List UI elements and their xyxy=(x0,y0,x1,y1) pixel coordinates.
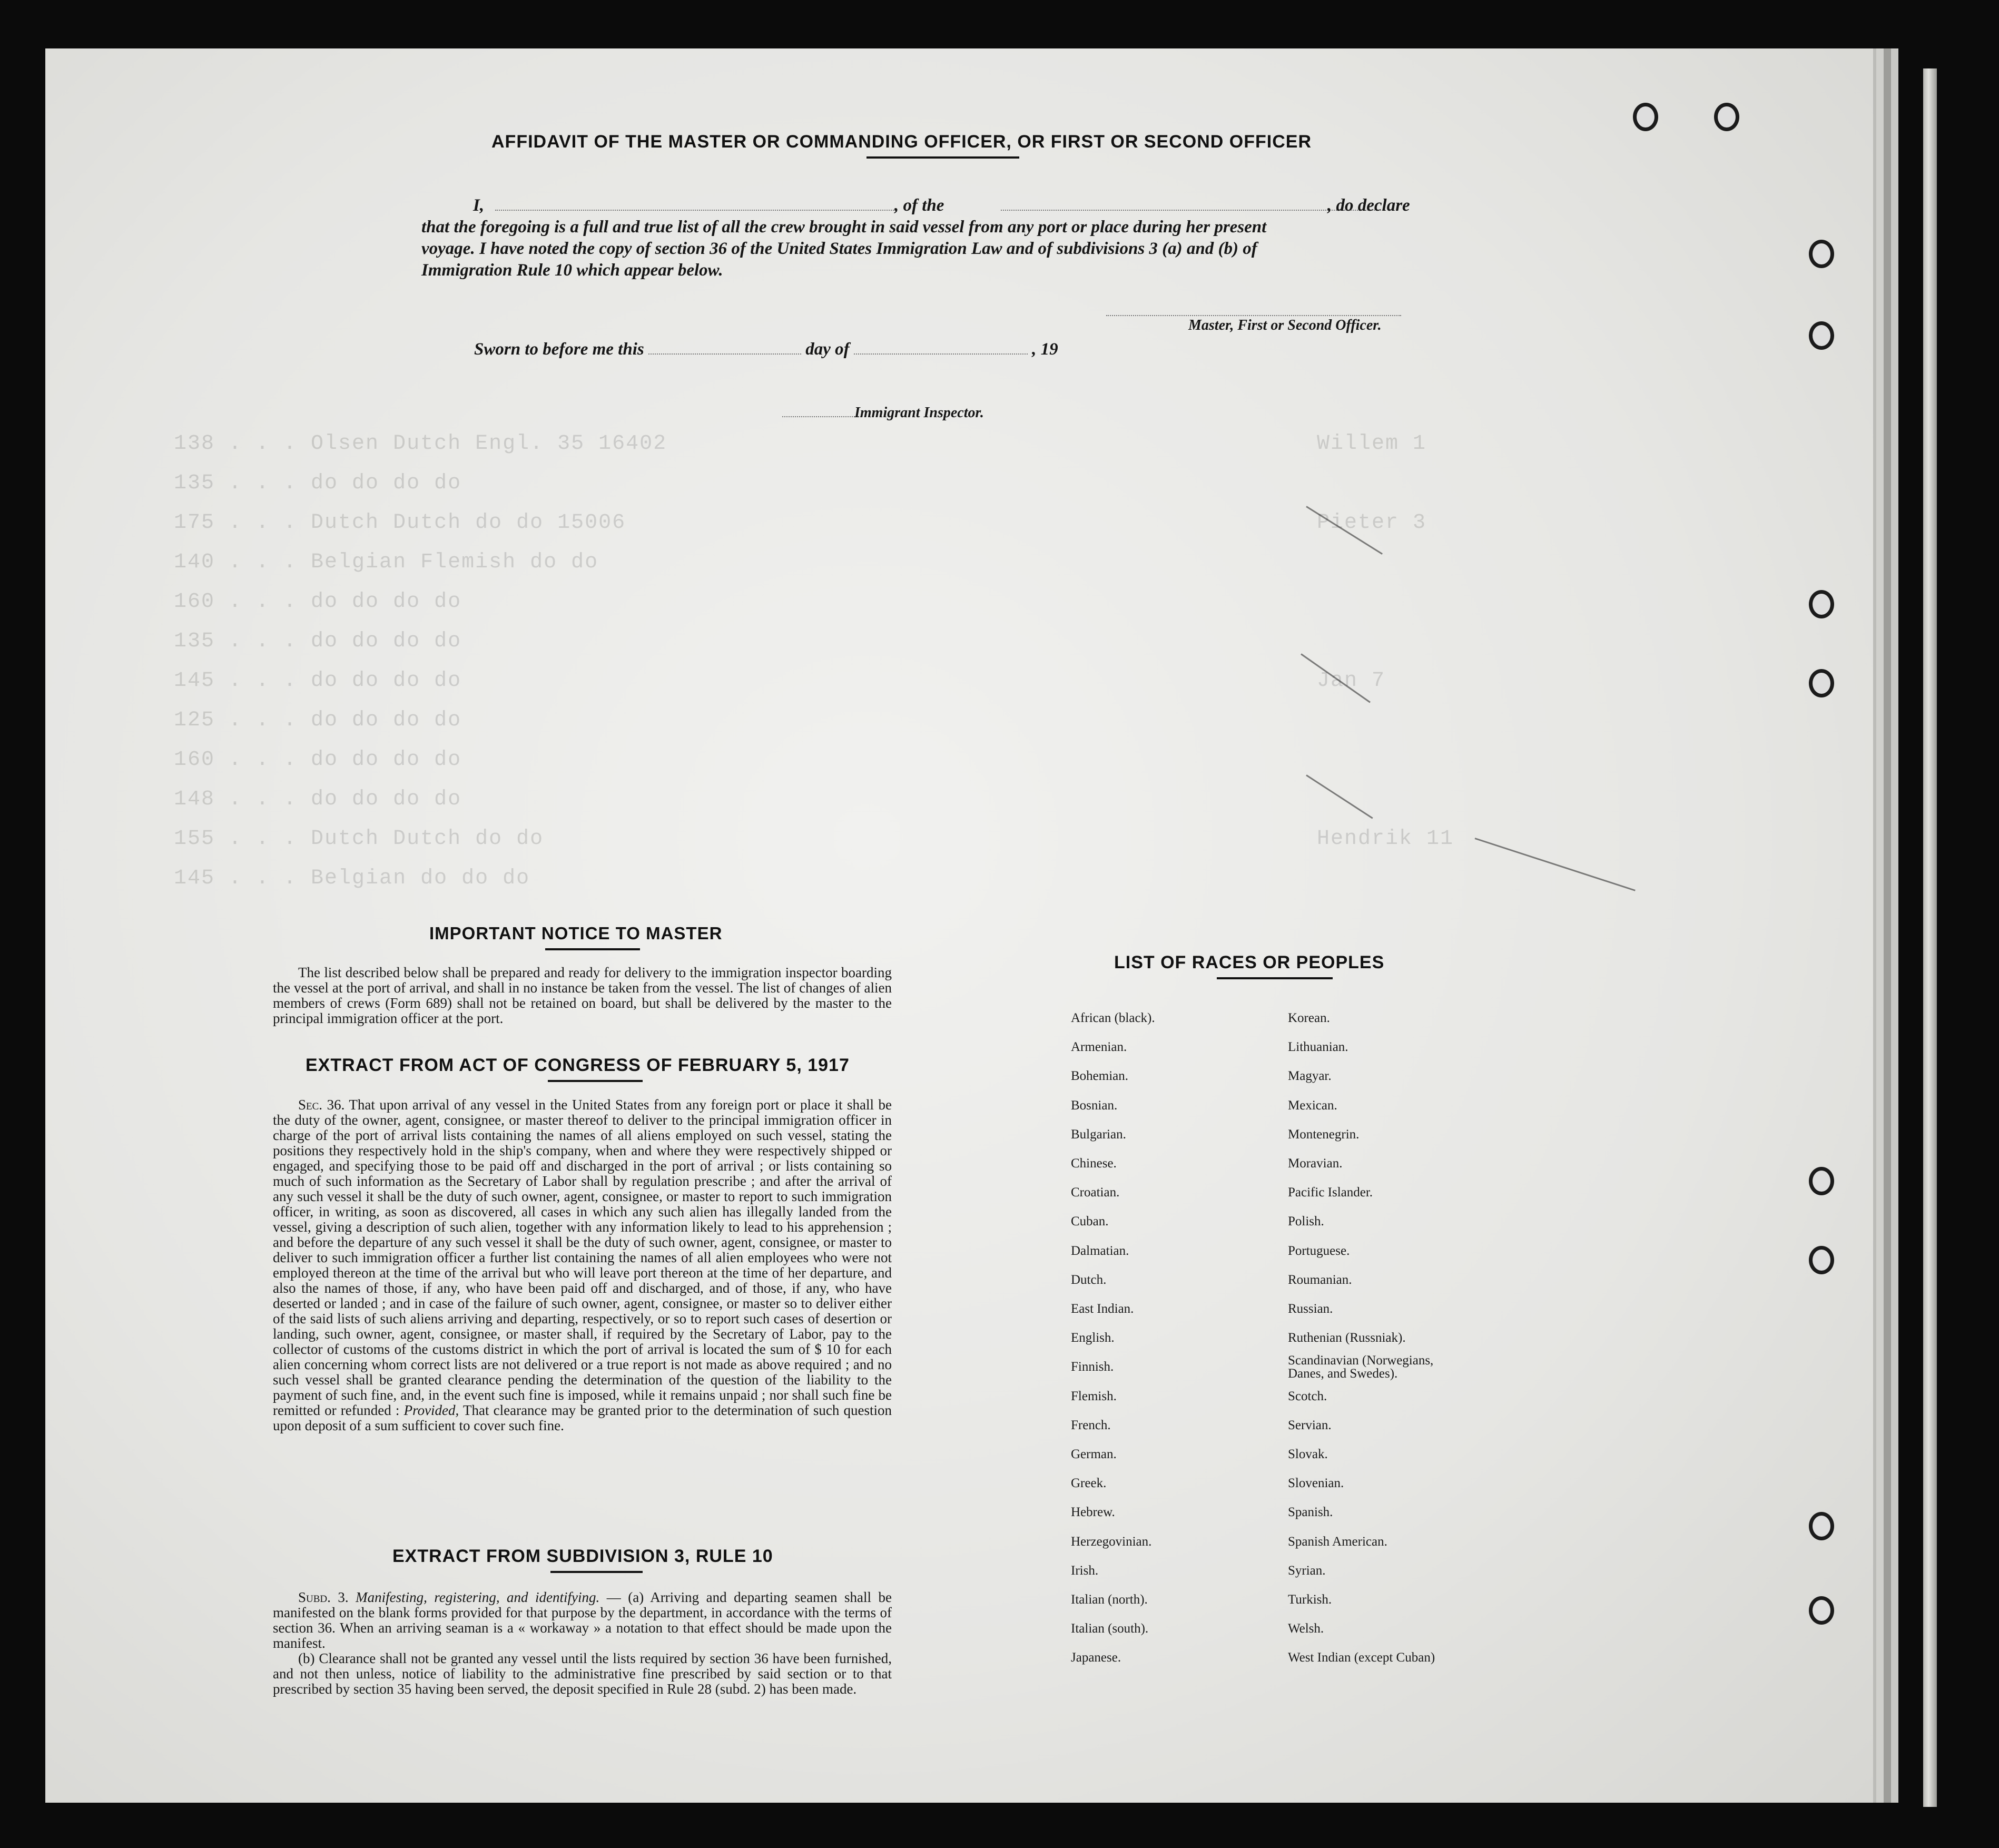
bleed-through-row: 140 . . . Belgian Flemish do do xyxy=(174,551,599,574)
race-item: German. xyxy=(1071,1447,1117,1462)
act-text: Sec. 36. That upon arrival of any vessel in the United States from any foreign port or place it shall be the duty of the owner, agent, consignee, or master thereof to deliver to the principal immigration officer in charge of the port of arrival lists containing the names of all aliens employed on such vessel, stating the positions they respectively hold in the ship's company, when and where they were respectively shipped or engaged, and specifying those to be paid off and discharged in the port of arrival ; or lists containing so much of such information as the Secretary of Labor shall by regulation prescribe ; and after the arrival of any such vessel it shall be the duty of such owner, agent, consignee, or master to report to such immigration officer, in writing, as soon as discovered, all cases in which any such alien has illegally landed from the vessel, giving a description of such alien, together with any information likely to lead to his apprehension ; and before the departure of any such vessel it shall be the duty of such owner, agent, consignee, or master to deliver to such immigration officer a further list containing the names of all alien employees who were not employed thereon at the time of the arrival but who will leave port thereon at the time of her departure, and also the names of those, if any, who have been paid off and discharged, and of those, if any, who have deserted or landed ; and in case of the failure of such owner, agent, consignee, or master so to deliver either of the said lists of such aliens arriving and departing, respectively, or so to report such cases of desertion or landing, such owner, agent, consignee, or master shall, if required by the Secretary of Labor, pay to the collector of customs of the customs district in which the port of arrival is located the sum of $ 10 for each alien concerning whom correct lists are not delivered or a true report is not made as above required ; and no such vessel shall be granted clearance pending the determination of the question of the liability to the payment of such fine, and, in the event such fine is imposed, while it remains unpaid ; nor shall such fine be remitted or refunded : Provided, That clearance may be granted prior to the determination of such question upon deposit of a sum sufficient to cover such fine. xyxy=(273,1097,892,1433)
rule-underline xyxy=(550,1571,643,1573)
bleed-through-row: 155 . . . Dutch Dutch do do xyxy=(174,827,544,851)
binding-hole xyxy=(1714,103,1739,131)
affidavit-line-4: Immigration Rule 10 which appear below. xyxy=(421,261,723,280)
race-item: East Indian. xyxy=(1071,1302,1134,1316)
race-item: Herzegovinian. xyxy=(1071,1534,1152,1549)
race-item: Moravian. xyxy=(1288,1156,1343,1171)
race-item: Syrian. xyxy=(1288,1563,1326,1578)
inspector-caption: Immigrant Inspector. xyxy=(854,405,984,421)
sworn-line xyxy=(474,340,1058,359)
name-blank xyxy=(495,210,895,211)
race-item: Lithuanian. xyxy=(1288,1040,1348,1055)
race-item: Roumanian. xyxy=(1288,1272,1352,1287)
binding-hole xyxy=(1809,240,1834,268)
binding-hole xyxy=(1809,669,1834,697)
day-of-label: day of xyxy=(805,340,850,359)
bleed-through-row: 135 . . . do do do do xyxy=(174,471,462,495)
race-item: Welsh. xyxy=(1288,1621,1324,1636)
races-right-column xyxy=(1288,1004,1462,1673)
master-signature-line xyxy=(1106,315,1401,316)
race-item: Dalmatian. xyxy=(1071,1243,1129,1258)
race-item: Armenian. xyxy=(1071,1040,1127,1055)
races-title: LIST OF RACES OR PEOPLES xyxy=(1114,952,1385,972)
document-page xyxy=(45,48,1876,1803)
rule-subd-heading: Manifesting, registering, and identifying. xyxy=(356,1589,600,1605)
master-signature-caption: Master, First or Second Officer. xyxy=(1188,317,1382,333)
bleed-through-row: Jan 7 xyxy=(1317,669,1386,693)
binding-hole xyxy=(1809,1246,1834,1274)
race-item: French. xyxy=(1071,1418,1111,1432)
binding-hole xyxy=(1809,590,1834,618)
race-item: Hebrew. xyxy=(1071,1505,1115,1520)
race-item: Irish. xyxy=(1071,1563,1099,1578)
act-title: EXTRACT FROM ACT OF CONGRESS OF FEBRUARY 5, 1917 xyxy=(306,1055,850,1075)
race-item: African (black). xyxy=(1071,1011,1155,1025)
race-item: Italian (north). xyxy=(1071,1593,1148,1607)
race-item: Mexican. xyxy=(1288,1098,1337,1113)
race-item: Portuguese. xyxy=(1288,1243,1350,1258)
binding-hole xyxy=(1809,1596,1834,1625)
race-item: West Indian (except Cuban) xyxy=(1288,1650,1435,1665)
race-item: Turkish. xyxy=(1288,1593,1332,1607)
bleed-through-row: 145 . . . do do do do xyxy=(174,669,462,693)
inspector-signature-line xyxy=(782,416,861,417)
race-item: Italian (south). xyxy=(1071,1621,1149,1636)
bleed-through-row: 145 . . . Belgian do do do xyxy=(174,867,530,890)
affidavit-body xyxy=(421,195,1435,281)
race-item: Pacific Islander. xyxy=(1288,1185,1373,1200)
race-item: Russian. xyxy=(1288,1302,1333,1316)
bleed-through-row: 148 . . . do do do do xyxy=(174,788,462,811)
race-item: Bulgarian. xyxy=(1071,1127,1126,1142)
rule-subd-label: Subd. 3. xyxy=(298,1589,349,1605)
page-edge xyxy=(1923,68,1937,1807)
race-item: Finnish. xyxy=(1071,1360,1114,1374)
act-section-label: Sec. 36. xyxy=(298,1097,345,1113)
race-item: Polish. xyxy=(1288,1214,1324,1229)
race-item: Scotch. xyxy=(1288,1389,1327,1403)
race-item: Servian. xyxy=(1288,1418,1332,1432)
races-left-column xyxy=(1071,1004,1155,1673)
bleed-through-row: 160 . . . do do do do xyxy=(174,590,462,614)
bleed-through-row: 125 . . . do do do do xyxy=(174,709,462,732)
race-item: Dutch. xyxy=(1071,1272,1107,1287)
race-item: Bohemian. xyxy=(1071,1069,1129,1084)
month-blank xyxy=(854,353,1028,355)
bleed-through-row: 175 . . . Dutch Dutch do do 15006 xyxy=(174,511,626,535)
race-item: Slovenian. xyxy=(1288,1476,1344,1491)
race-item: Cuban. xyxy=(1071,1214,1109,1229)
race-item: Slovak. xyxy=(1288,1447,1328,1462)
act-underline xyxy=(548,1080,643,1082)
notice-title: IMPORTANT NOTICE TO MASTER xyxy=(429,923,723,943)
affidavit-i-label: I, xyxy=(473,196,485,215)
sworn-prefix: Sworn to before me this xyxy=(474,340,644,359)
race-item: Magyar. xyxy=(1288,1069,1332,1084)
race-item: Ruthenian (Russniak). xyxy=(1288,1331,1406,1345)
affidavit-do-declare: , do declare xyxy=(1327,196,1410,215)
race-item: English. xyxy=(1071,1331,1115,1345)
binding-hole xyxy=(1809,1512,1834,1540)
affidavit-line-2: that the foregoing is a full and true list of all the crew brought in said vessel from any port or place during her present xyxy=(421,218,1267,237)
races-underline xyxy=(1217,977,1333,979)
race-item: Bosnian. xyxy=(1071,1098,1118,1113)
race-item: Greek. xyxy=(1071,1476,1107,1491)
day-blank xyxy=(648,353,801,355)
bleed-through-row: 135 . . . do do do do xyxy=(174,630,462,653)
bleed-through-row: Hendrik 11 xyxy=(1317,827,1454,851)
bleed-through-row: Pieter 3 xyxy=(1317,511,1427,535)
race-item: Chinese. xyxy=(1071,1156,1117,1171)
title-underline xyxy=(866,156,1019,159)
notice-underline xyxy=(545,948,640,950)
bleed-through-row: Willem 1 xyxy=(1317,432,1427,456)
race-item: Croatian. xyxy=(1071,1185,1120,1200)
affidavit-line-3: voyage. I have noted the copy of section 36 of the United States Immigration Law and of subdivisions 3 (a) and (b) of xyxy=(421,239,1257,258)
affidavit-title: AFFIDAVIT OF THE MASTER OR COMMANDING OFFICER, OR FIRST OR SECOND OFFICER xyxy=(491,132,1312,152)
race-item: Flemish. xyxy=(1071,1389,1117,1403)
rule-text: Subd. 3. Manifesting, registering, and identifying. — (a) Arriving and departing seamen shall be manifested on the blank forms provided for that purpose by the department, in accordance with the terms of section 36. When an arriving seaman is a « workaway » a notation to that effect should be made upon the manifest. (b) Clearance shall not be granted any vessel until the lists required by section 36 have been furnished, and not then unless, notice of liability to the administrative fine prescribed by said section or to that prescribed by section 35 having been served, the deposit specified in Rule 28 (subd. 2) has been made. xyxy=(273,1589,892,1697)
act-provided: Provided, xyxy=(403,1402,459,1418)
bleed-through-row: 160 . . . do do do do xyxy=(174,748,462,772)
notice-text: The list described below shall be prepared and ready for delivery to the immigration inspector boarding the vessel at the port of arrival, and shall in no instance be taken from the vessel. The list of changes of alien members of crews (Form 689) shall not be retained on board, but shall be delivered by the master to the principal immigration officer at the port. xyxy=(273,965,892,1026)
year-label: , 19 xyxy=(1032,340,1058,359)
race-item: Japanese. xyxy=(1071,1650,1121,1665)
race-item: Spanish American. xyxy=(1288,1534,1387,1549)
race-item: Korean. xyxy=(1288,1011,1330,1025)
rule-title: EXTRACT FROM SUBDIVISION 3, RULE 10 xyxy=(392,1546,773,1566)
binding-hole xyxy=(1809,1167,1834,1195)
affidavit-of-the: , of the xyxy=(894,196,944,215)
race-item: Spanish. xyxy=(1288,1505,1333,1520)
race-item: Montenegrin. xyxy=(1288,1127,1360,1142)
bleed-through-row: 138 . . . Olsen Dutch Engl. 35 16402 xyxy=(174,432,667,456)
binding-hole xyxy=(1809,321,1834,350)
binding-hole xyxy=(1633,103,1658,131)
race-item: Scandinavian (Norwegians, Danes, and Swedes). xyxy=(1288,1353,1434,1381)
